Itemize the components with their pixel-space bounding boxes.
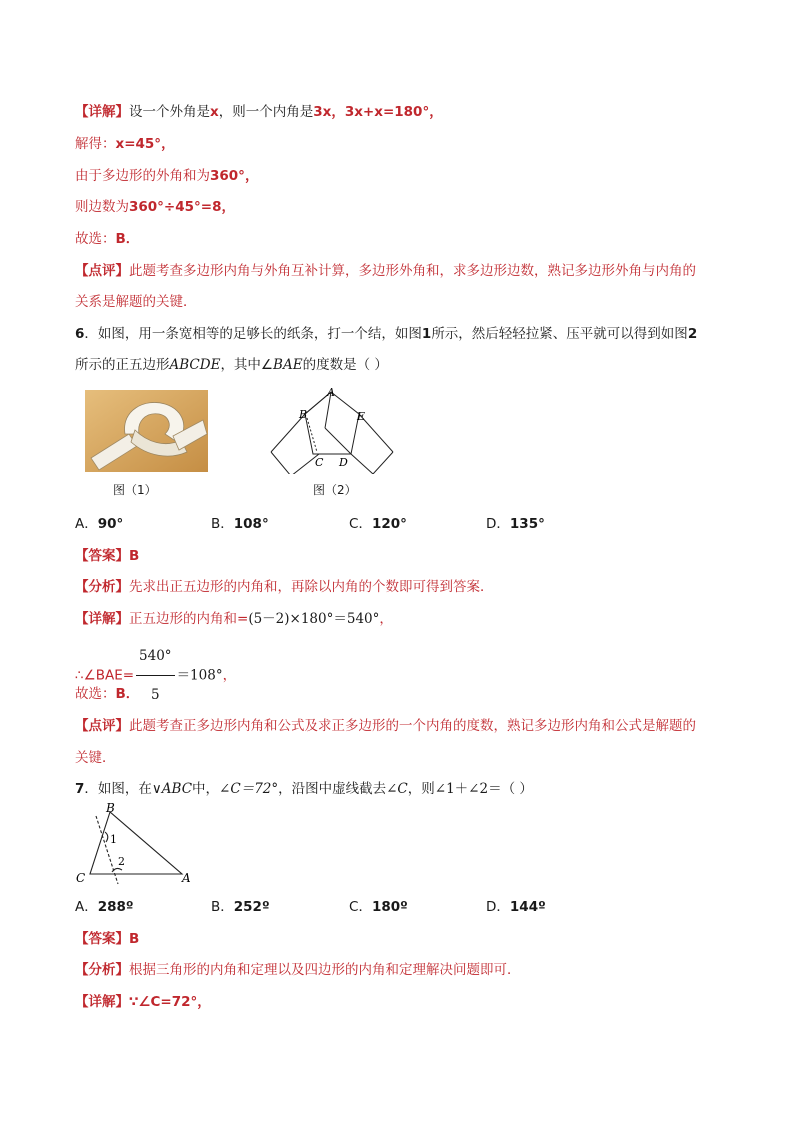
tri-label-a: A [182, 871, 191, 885]
q6-answer: 【答案】B [75, 548, 140, 564]
exterior-sum-line: 由于多边形的外角和为360°， [75, 168, 259, 184]
q6-analysis: 【分析】先求出正五边形的内角和，再除以内角的个数即可得到答案． [75, 579, 494, 595]
angle-1-label: 1 [110, 833, 117, 846]
q6-comment-2: 关键． [75, 750, 116, 766]
triangle-diagram [72, 802, 197, 886]
option-c: C．120° [349, 516, 407, 532]
q6-choice: 故选：B． [75, 686, 140, 702]
option-a: A．90° [75, 516, 124, 532]
comment-tag: 【点评】 [75, 263, 129, 279]
q7-detail: 【详解】∵∠C=72°， [75, 994, 211, 1010]
comment-line-2: 关系是解题的关键． [75, 294, 197, 310]
q6-therefore: ∴∠BAE= $\frac{540^\circ}{5}$ ＝108°， [75, 638, 236, 713]
question-7: 7．如图，在∨ABC中，∠C＝72°，沿图中虚线截去∠C，则∠1＋∠2＝（ ） [75, 781, 533, 797]
q6-comment-1: 【点评】此题考查正多边形内角和公式及求正多边形的一个内角的度数，熟记多边形内角和公式是解题的 [75, 718, 696, 734]
choice-line: 故选：B． [75, 231, 140, 247]
tri-label-b: B [106, 802, 115, 815]
q7-option-d: D．144º [486, 899, 546, 915]
detail-tag: 【详解】 [75, 104, 129, 120]
q7-answer: 【答案】B [75, 931, 140, 947]
detail-line-1: 【详解】设一个外角是x，则一个内角是3x，3x+x=180°， [75, 104, 443, 120]
q7-option-b: B．252º [211, 899, 270, 915]
label-b: B [299, 408, 308, 421]
solve-line: 解得：x=45°， [75, 136, 175, 152]
label-c: C [315, 456, 324, 469]
q6-detail: 【详解】正五边形的内角和=(5－2)×180°＝540°， [75, 611, 393, 627]
comment-line-1: 【点评】此题考查多边形内角与外角互补计算，多边形外角和，求多边形边数，熟记多边形外角与内角的 [75, 263, 696, 279]
sides-line: 则边数为360°÷45°=8， [75, 199, 235, 215]
label-d: D [339, 456, 348, 469]
question-6-line-2: 所示的正五边形ABCDE，其中∠BAE的度数是（ ） [75, 357, 388, 373]
label-a: A [327, 386, 335, 399]
label-e: E [357, 410, 366, 423]
option-b: B．108° [211, 516, 269, 532]
q7-option-c: C．180º [349, 899, 408, 915]
angle-2-label: 2 [118, 855, 125, 868]
figure-2-caption: 图（2） [313, 483, 357, 497]
tri-label-c: C [76, 871, 86, 885]
option-d: D．135° [486, 516, 545, 532]
pentagon-diagram [265, 384, 400, 474]
question-6-line-1: 6．如图，用一条宽相等的足够长的纸条，打一个结，如图1所示，然后轻轻拉紧、压平就可以得到如图2 [75, 326, 698, 342]
fraction: $\frac{540^\circ}{5}$ [136, 638, 175, 713]
paper-knot-photo [85, 390, 208, 472]
q7-analysis: 【分析】根据三角形的内角和定理以及四边形的内角和定理解决问题即可． [75, 962, 521, 978]
figure-1-caption: 图（1） [113, 483, 157, 497]
q7-option-a: A．288º [75, 899, 134, 915]
